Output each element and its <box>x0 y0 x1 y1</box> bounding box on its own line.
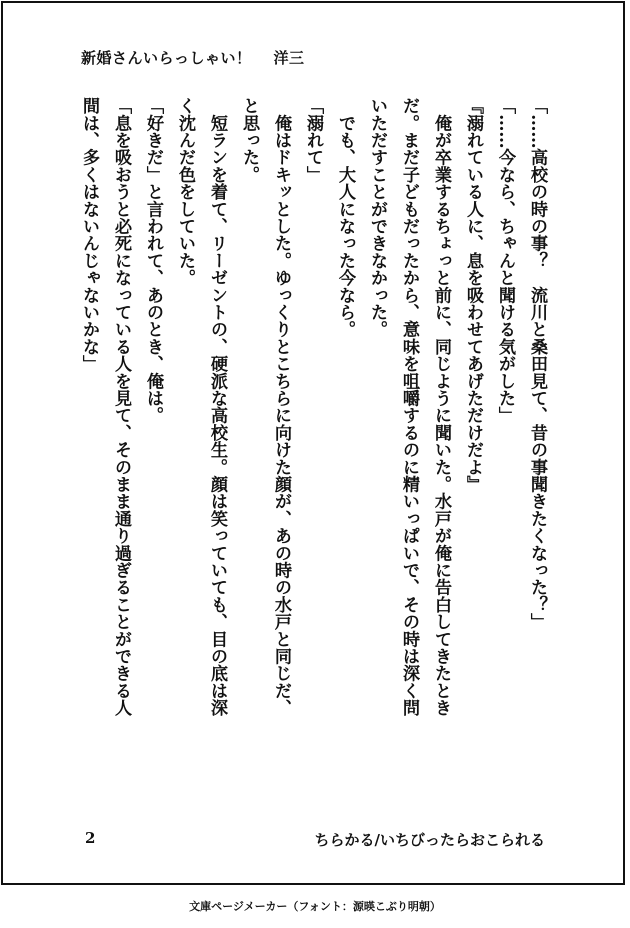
text-line: 短ランを着て、リーゼントの、硬派な高校生。顔は笑っていても、目の底は深 <box>207 97 227 717</box>
text-line: 「好きだ」と言われて、あのとき、俺は。 <box>143 97 163 424</box>
book-title: ちらかる/いちびったらおこられる <box>314 831 545 849</box>
text-line: でも、大人になった今なら。 <box>335 97 355 338</box>
text-line: 間は、多くはないんじゃないかな」 <box>79 97 99 373</box>
text-line: 「息を吸おうと必死になっている人を見て、そのまま通り過ぎることができる人 <box>111 97 131 717</box>
text-line: いただすことができなかった。 <box>367 97 387 338</box>
page-header <box>81 47 305 68</box>
text-line: 俺はドキッとした。ゆっくりとこちらに向けた顔が、あの時の水戸と同じだ、 <box>271 97 291 717</box>
credit-line: 文庫ページメーカー（フォント：源暎こぶり明朝） <box>189 900 441 913</box>
text-line: 『溺れている人に、息を吸わせてあげただけだよ』 <box>463 97 483 493</box>
text-line: だ。まだ子どもだったから、意味を咀嚼するのに精いっぱいで、その時は深く問 <box>399 97 419 717</box>
page-frame <box>1 1 625 885</box>
text-line: と思った。 <box>239 97 259 183</box>
text-line: く沈んだ色をしていた。 <box>175 97 195 287</box>
text-line: 「溺れて」 <box>303 97 323 183</box>
story-title: 新婚さんいらっしゃい！ <box>81 49 252 67</box>
author-name: 洋三 <box>273 49 305 67</box>
text-line: 「……今なら、ちゃんと聞ける気がした」 <box>495 97 515 424</box>
body-text <box>73 97 553 811</box>
page-number: 2 <box>85 829 96 847</box>
text-line: 俺が卒業するちょっと前に、同じように聞いた。水戸が俺に告白してきたとき <box>431 97 451 717</box>
text-line: 「……高校の時の事？ 流川と桑田見て、昔の事聞きたくなった？」 <box>527 97 547 631</box>
